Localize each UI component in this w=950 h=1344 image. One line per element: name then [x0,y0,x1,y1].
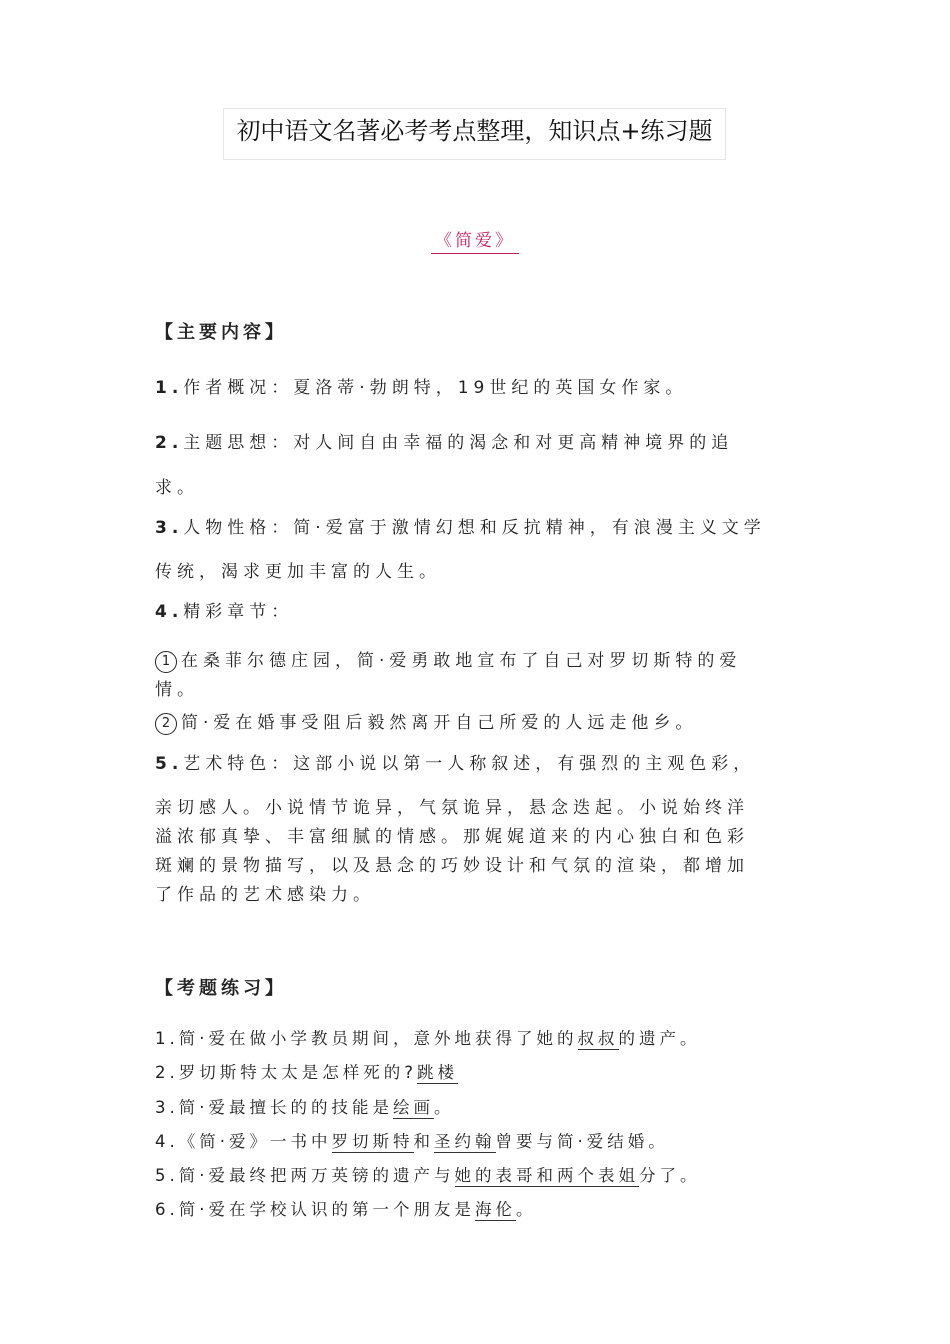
question-text: 2.罗切斯特太太是怎样死的? [155,1063,418,1082]
book-title-text: 《简爱》 [431,231,519,254]
item-number: 3. [155,518,184,538]
question-text: 和 [413,1132,434,1151]
item-number: 1. [155,378,184,398]
question-text: 6.简·爱在学校认识的第一个朋友是 [155,1200,475,1219]
question-text: 曾要与简·爱结婚。 [495,1132,669,1151]
item-theme-cont: 求。 [155,478,199,498]
chapter-2 [155,708,795,735]
chapter-text: 在桑菲尔德庄园，简·爱勇敢地宣布了自己对罗切斯特的爱 [181,651,742,671]
item-theme [155,428,795,453]
exercise-4 [155,1128,795,1152]
item-number: 4. [155,602,184,622]
circled-number-2: 2 [155,713,177,735]
exercise-3 [155,1094,795,1118]
exercise-5 [155,1162,795,1186]
item-text: 人物性格：简·爱富于激情幻想和反抗精神，有浪漫主义文学 [183,518,766,538]
answer-blank: 罗切斯特 [331,1132,414,1151]
exercise-6 [155,1196,795,1220]
main-content-heading: 【主要内容】 [155,322,287,343]
question-text: 分了。 [639,1166,701,1185]
answer-blank: 跳楼 [417,1063,459,1082]
item-text: 艺术特色：这部小说以第一人称叙述，有强烈的主观色彩， [183,754,756,774]
question-text: 3.简·爱最擅长的的技能是 [155,1098,393,1117]
question-text: 5.简·爱最终把两万英镑的遗产与 [155,1166,455,1185]
exercise-1 [155,1025,795,1049]
chapter-1-cont: 情。 [155,680,199,700]
item-chapters [155,597,795,622]
question-text: 的遗产。 [618,1029,701,1048]
exercise-2 [155,1059,795,1083]
item-author [155,373,795,398]
item-art-line2: 亲切感人。小说情节诡异，气氛诡异，悬念迭起。小说始终洋 [155,798,749,818]
answer-blank: 圣约翰 [434,1132,496,1151]
question-text: 。 [434,1098,455,1117]
chapter-text: 简·爱在婚事受阻后毅然离开自己所爱的人远走他乡。 [181,713,698,733]
item-art-line3: 溢浓郁真挚、丰富细腻的情感。那娓娓道来的内心独白和色彩 [155,827,749,847]
item-character [155,513,795,538]
item-art [155,749,795,774]
item-number: 5. [155,754,184,774]
circled-number-1: 1 [155,651,177,673]
item-art-line4: 斑斓的景物描写，以及悬念的巧妙设计和气氛的渲染，都增加 [155,856,749,876]
item-text: 作者概况：夏洛蒂·勃朗特，19世纪的英国女作家。 [183,378,688,398]
answer-blank: 绘画 [393,1098,434,1117]
question-text: 4.《简·爱》一书中 [155,1132,332,1151]
question-text: 1.简·爱在做小学教员期间，意外地获得了她的 [155,1029,578,1048]
answer-blank: 她的表哥和两个表姐 [454,1166,639,1185]
item-text: 精彩章节： [183,602,294,622]
page-title: 初中语文名著必考考点整理，知识点+练习题 [223,108,726,160]
answer-blank: 叔叔 [577,1029,619,1048]
chapter-1 [155,646,795,673]
question-text: 。 [516,1200,537,1219]
item-number: 2. [155,433,184,453]
book-title [0,226,950,251]
answer-blank: 海伦 [475,1200,516,1219]
item-text: 主题思想：对人间自由幸福的渴念和对更高精神境界的追 [183,433,734,453]
exercises-heading: 【考题练习】 [155,978,287,999]
item-art-line5: 了作品的艺术感染力。 [155,885,375,905]
item-character-cont: 传统，渴求更加丰富的人生。 [155,562,441,582]
